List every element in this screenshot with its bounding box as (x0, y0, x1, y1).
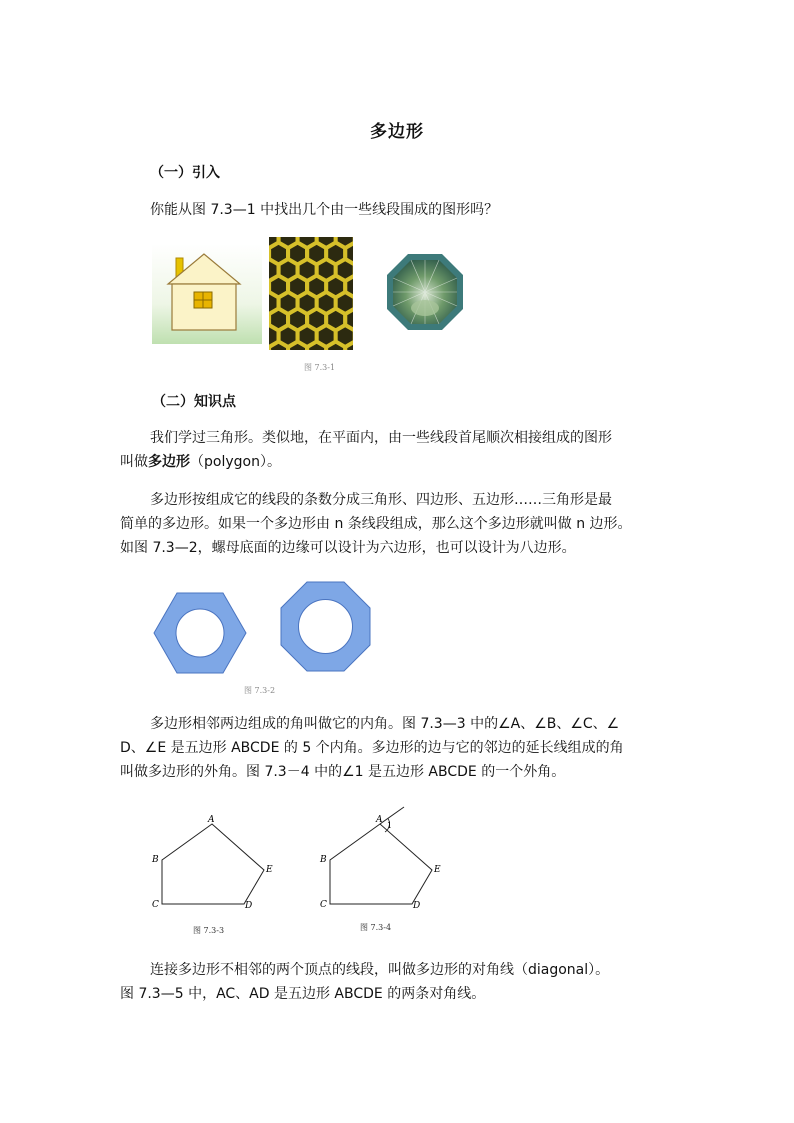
fig2-caption: 图 7.3-2 (244, 686, 276, 695)
honeycomb-cell (337, 293, 354, 313)
definition-pre: 叫做 (120, 454, 148, 470)
fig3-caption: 图 7.3-3 (193, 926, 225, 935)
honeycomb-cell (318, 260, 335, 280)
honeycomb-cell (298, 326, 315, 346)
paragraph-angles-line3: 叫做多边形的外角。图 7.3－4 中的∠1 是五边形 ABCDE 的一个外角。 (120, 764, 566, 780)
ext-vertex-label-e: E (434, 865, 441, 875)
vertex-label-b: B (152, 855, 159, 865)
honeycomb-cell (289, 277, 306, 297)
honeycomb-cell (279, 293, 296, 313)
honeycomb-cell (298, 260, 315, 280)
ext-vertex-label-c: C (320, 900, 327, 910)
honeycomb-cell (337, 260, 354, 280)
vertex-label-c: C (152, 900, 159, 910)
section-heading-knowledge: （二）知识点 (152, 394, 236, 410)
honeycomb-cell (308, 244, 325, 264)
honeycomb-cell (289, 244, 306, 264)
honeycomb-cell (270, 244, 287, 264)
ext-vertex-label-a: A (376, 815, 383, 825)
honeycomb-cell (270, 310, 287, 330)
honeycomb-cell (327, 310, 344, 330)
honeycomb-cell (308, 310, 325, 330)
section-heading-intro: （一）引入 (150, 165, 220, 181)
honeycomb-cell (318, 326, 335, 346)
paragraph-definition (120, 426, 680, 474)
paragraph-definition-line1: 我们学过三角形。类似地，在平面内，由一些线段首尾顺次相接组成的图形 (150, 430, 612, 446)
vertex-label-d: D (245, 901, 253, 911)
honeycomb-image (269, 237, 353, 350)
honeycomb-cell (318, 293, 335, 313)
honeycomb-cell (289, 310, 306, 330)
paragraph-diagonal (120, 958, 690, 1006)
honeycomb-cell (270, 277, 287, 297)
vertex-label-e: E (266, 865, 273, 875)
nuts-figure (150, 578, 390, 678)
exterior-angle-label: 1 (387, 821, 393, 830)
ext-vertex-label-d: D (413, 901, 421, 911)
paragraph-diagonal-line2: 图 7.3—5 中，AC、AD 是五边形 ABCDE 的两条对角线。 (120, 986, 486, 1002)
pentagon-figure-exterior (316, 806, 456, 912)
paragraph-angles-line2: D、∠E 是五边形 ABCDE 的 5 个内角。多边形的边与它的邻边的延长线组成的角 (120, 740, 624, 756)
paragraph-angles-line1: 多边形相邻两边组成的角叫做它的内角。图 7.3—3 中的∠A、∠B、∠C、∠ (150, 716, 620, 732)
house-image (152, 244, 262, 344)
fig1-caption: 图 7.3-1 (304, 363, 336, 372)
page-title: 多边形 (370, 122, 424, 142)
paragraph-classification-line1: 多边形按组成它的线段的条数分成三角形、四边形、五边形……三角形是最 (150, 492, 612, 508)
hexagon-nut (154, 593, 246, 673)
intro-question: 你能从图 7.3—1 中找出几个由一些线段围成的图形吗？ (150, 202, 499, 218)
octagon-nut (281, 582, 370, 671)
honeycomb-cell (327, 277, 344, 297)
paragraph-angles (120, 712, 690, 784)
paragraph-definition-line2 (120, 450, 680, 474)
definition-term: 多边形 (148, 454, 190, 470)
paragraph-classification-line3: 如图 7.3—2，螺母底面的边缘可以设计为六边形，也可以设计为八边形。 (120, 540, 576, 556)
paragraph-diagonal-line1: 连接多边形不相邻的两个顶点的线段，叫做多边形的对角线（diagonal）。 (150, 962, 610, 978)
honeycomb-cell (337, 326, 354, 346)
honeycomb-cell (279, 260, 296, 280)
fig4-caption: 图 7.3-4 (360, 923, 392, 932)
vertex-label-a: A (208, 815, 215, 825)
ext-vertex-label-b: B (320, 855, 327, 865)
honeycomb-cell (298, 293, 315, 313)
definition-post: （polygon）。 (190, 454, 281, 470)
pentagon-figure-interior (148, 812, 278, 912)
honeycomb-cell (279, 326, 296, 346)
paragraph-classification (120, 488, 690, 560)
honeycomb-cell (308, 277, 325, 297)
honeycomb-cell (327, 244, 344, 264)
paragraph-classification-line2: 简单的多边形。如果一个多边形由 n 条线段组成，那么这个多边形就叫做 n 边形。 (120, 516, 632, 532)
octagon-window-image (385, 252, 465, 332)
